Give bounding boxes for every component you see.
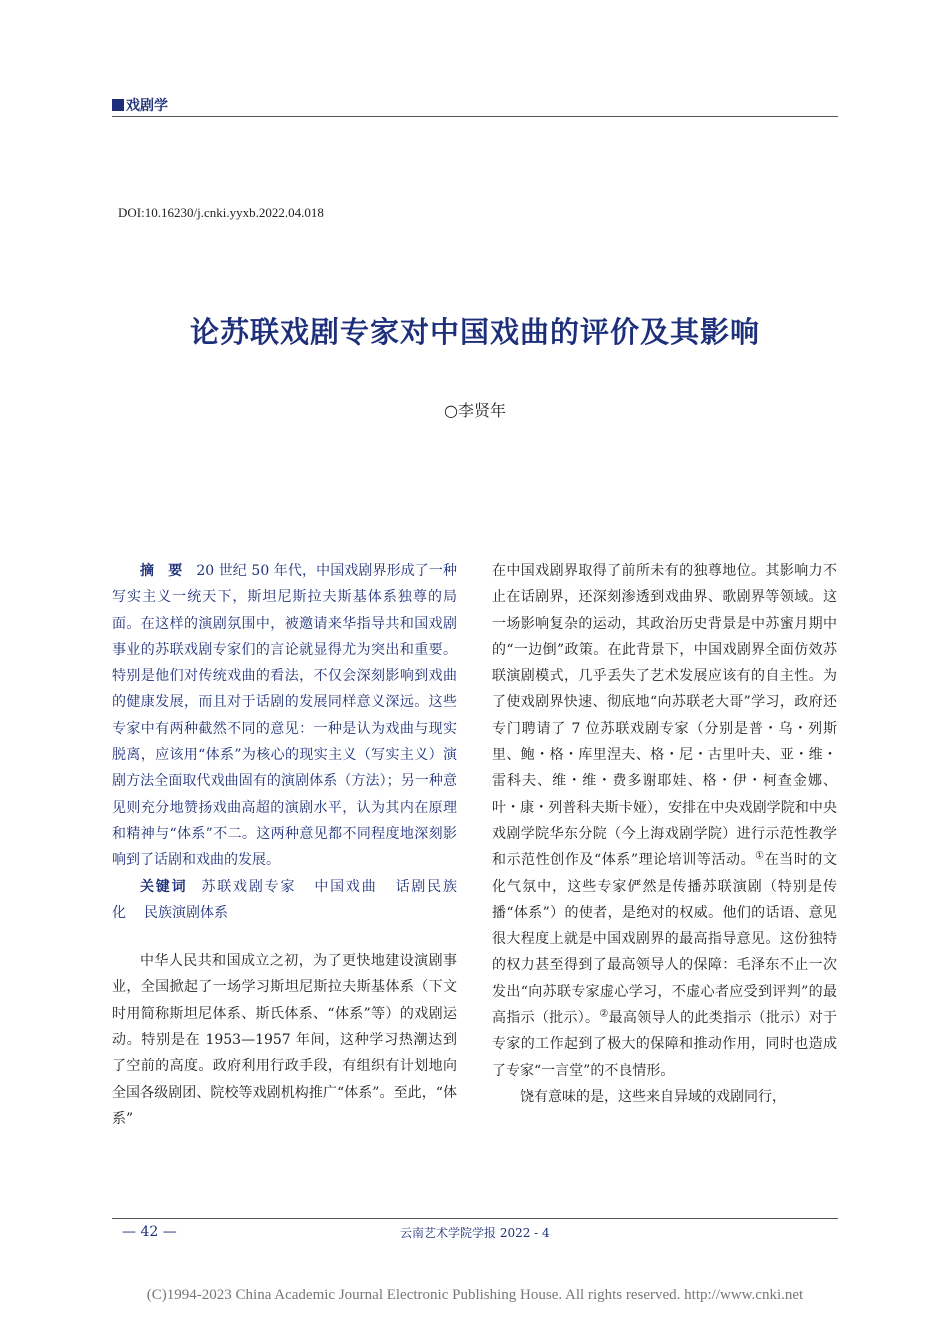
footnote-marker: ② — [599, 1008, 609, 1020]
keyword-item: 中国戏曲 — [314, 878, 378, 895]
keywords — [112, 874, 457, 927]
keyword-item: 苏联戏剧专家 — [201, 878, 297, 895]
doi: DOI:10.16230/j.cnki.yyxb.2022.04.018 — [118, 205, 324, 220]
page-number: — 42 — — [122, 1224, 177, 1240]
journal-name: 云南艺术学院学报 2022 - 4 — [400, 1226, 550, 1240]
body-text-segment: 在当时的文化气氛中，这些专家俨然是传播苏联演剧（特别是传播“体系”）的使者，是绝对的权威。他们的话语、意见很大程度上就是中国戏剧界的最高指导意见。这份独特的权力甚至得到了最高领导人的保障：毛泽东不止一次发出“向苏联专家虚心学习，不虚心者应受到评判”的最高指示（批示）。 — [492, 852, 838, 1027]
body-text-segment: 最高领导人的此类指示（批示）对于专家的工作起到了极大的保障和推动作用，同时也造成了专家“一言堂”的不良情形。 — [492, 1010, 838, 1079]
right-column — [492, 558, 837, 1110]
section-header — [112, 95, 838, 117]
page-footer — [112, 1218, 838, 1242]
header-rule — [112, 116, 838, 117]
copyright-notice: (C)1994-2023 China Academic Journal Electronic Publishing House. All rights reserved. http://www.cnki.net — [146, 1287, 804, 1303]
body-text-segment: 在中国戏剧界取得了前所未有的独尊地位。其影响力不止在话剧界，还深刻渗透到戏曲界、歌剧界等领域。这一场影响复杂的运动，其政治历史背景是中苏蜜月期中的“一边倒”政策。在此背景下，中国戏剧界全面仿效苏联演剧模式，几乎丢失了艺术发展应该有的自主性。为了使戏剧界快速、彻底地“向苏联老大哥”学习，政府还专门聘请了 7 位苏联戏剧专家（分别是普・乌・列斯里、鲍・格・库里涅夫、格・尼・古里叶夫、亚・维・雷科夫、维・维・费多谢耶娃、格・伊・柯查金娜、叶・康・列普科夫斯卡娅），安排在中央戏剧学院和中央戏剧学院华东分院（今上海戏剧学院）进行示范性教学和示范性创作及“体系”理论培训等活动。 — [492, 563, 837, 869]
section-square-icon — [112, 99, 124, 111]
abstract-text: 20 世纪 50 年代，中国戏剧界形成了一种写实主义一统天下，斯坦尼斯拉夫斯基体系独尊的局面。在这样的演剧氛围中，被邀请来华指导共和国戏剧事业的苏联戏剧专家们的言论就显得尤为突出和重要。特别是他们对传统戏曲的看法，不仅会深刻影响到戏曲的健康发展，而且对于话剧的发展同样意义深远。这些专家中有两种截然不同的意见：一种是认为戏曲与现实脱离，应该用“体系”为核心的现实主义（写实主义）演剧方法全面取代戏曲固有的演剧体系（方法）；另一种意见则充分地赞扬戏曲高超的演剧水平，认为其内在原理和精神与“体系”不二。这两种意见都不同程度地深刻影响到了话剧和戏曲的发展。 — [112, 563, 458, 869]
left-column — [112, 558, 457, 1132]
footnote-marker: ① — [755, 850, 765, 862]
body-paragraph — [492, 558, 837, 1084]
section-label: 戏剧学 — [126, 98, 168, 114]
abstract — [112, 558, 457, 926]
body-paragraph: 饶有意味的是，这些来自异域的戏剧同行， — [520, 1088, 786, 1105]
keyword-item: 话剧民族化 — [112, 878, 457, 921]
keyword-item: 民族演剧体系 — [144, 904, 228, 921]
keywords-label: 关键词 — [140, 878, 188, 895]
body-paragraph: 中华人民共和国成立之初，为了更快地建设演剧事业，全国掀起了一场学习斯坦尼斯拉夫斯基体系（下文时用简称斯坦尼体系、斯氏体系、“体系”等）的戏剧运动。特别是在 1953—1957 年间，这种学习热潮达到了空前的高度。政府利用行政手段，有组织有计划地向全国各级剧团、院校等戏剧机构推广“体系”。至此，“体系” — [112, 953, 457, 1127]
article-title: 论苏联戏剧专家对中国戏曲的评价及其影响 — [189, 315, 760, 349]
abstract-label: 摘 要 — [140, 563, 183, 579]
body-left — [112, 948, 457, 1132]
author: ○李贤年 — [444, 401, 506, 420]
footer-rule — [112, 1218, 838, 1219]
